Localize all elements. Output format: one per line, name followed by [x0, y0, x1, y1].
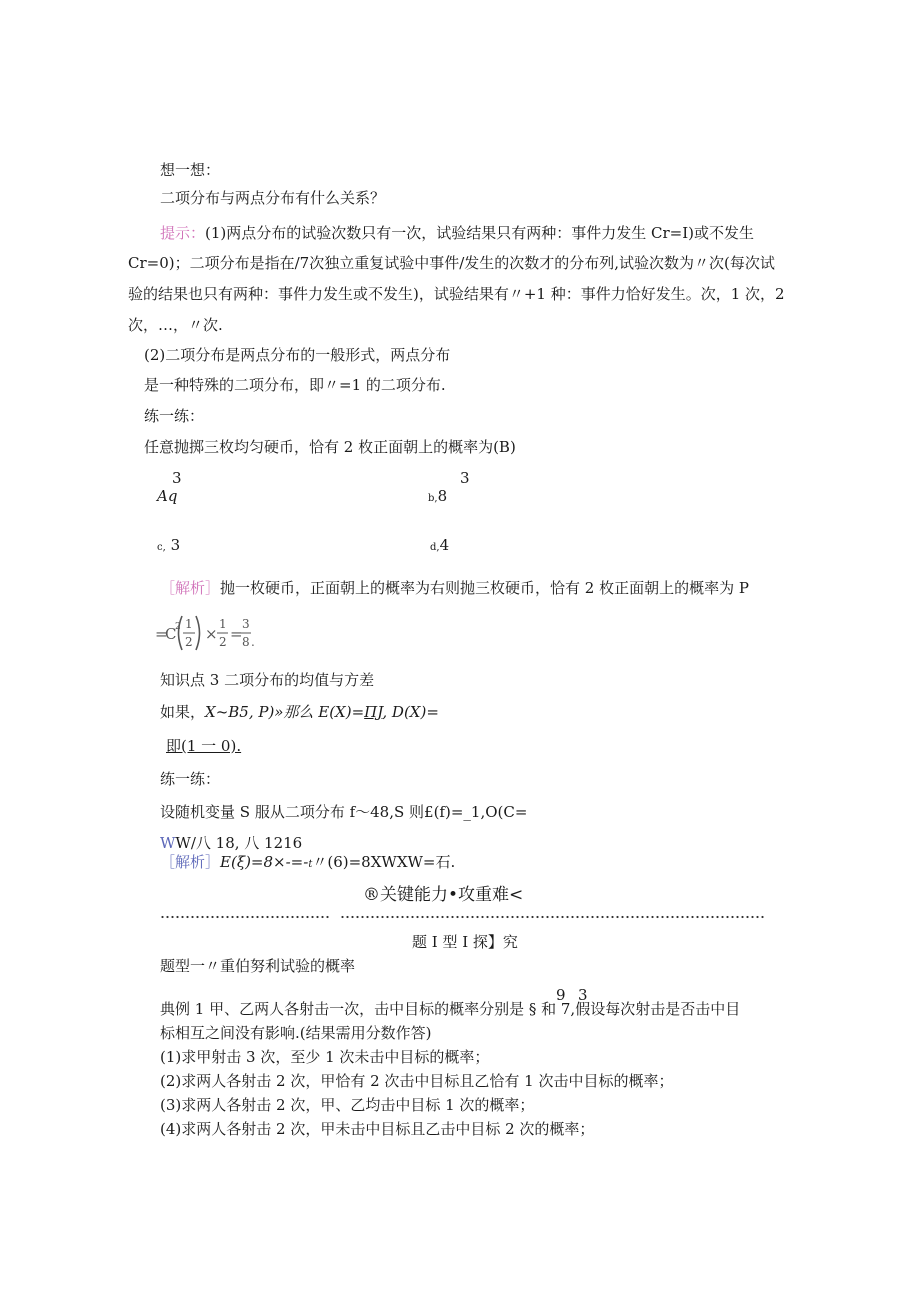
knowledge3-title: 知识点 3 二项分布的均值与方差 [160, 671, 375, 689]
knowledge3-line1 [160, 703, 439, 721]
hint-line-6: 是一种特殊的二项分布，即〃=1 的二项分布. [144, 376, 446, 394]
formula-eq: = [155, 625, 168, 643]
question-2: (2)求两人各射击 2 次，甲恰有 2 次击中目标且乙恰有 1 次击中目标的概率； [160, 1072, 674, 1090]
type1-title: 题型一〃重伯努利试验的概率 [160, 957, 356, 975]
option-a: Aq [157, 487, 178, 505]
option-a-sup: 3 [172, 469, 182, 487]
knowledge3-line1-post: , D(X)= [382, 703, 439, 721]
analysis2-rest: 〃(6)=8XWXW=石. [312, 853, 456, 871]
think-question: 二项分布与两点分布有什么关系？ [160, 189, 386, 207]
formula-times: × [205, 625, 218, 643]
option-b [428, 487, 447, 508]
formula-n2: 1 [219, 617, 227, 631]
section-heading: ®关键能力•攻重难< [363, 885, 524, 905]
question-3: (3)求两人各射击 2 次，甲、乙均击中目标 1 次的概率； [160, 1096, 535, 1114]
knowledge3-line1-underlined: ΠJ [364, 703, 383, 721]
formula-dot: . [251, 635, 255, 649]
question-4: (4)求两人各射击 2 次，甲未击中目标且乙击中目标 2 次的概率； [160, 1120, 595, 1138]
analysis1-label: ［解析］ [160, 579, 221, 597]
practice1-title: 练一练： [144, 407, 205, 425]
hint-line-2: Cr=0)；二项分布是指在/7次独立重复试验中事件/发生的次数才的分布列,试验次数为〃次(每次试 [128, 254, 775, 272]
formula-d2: 2 [219, 635, 227, 649]
hint-line-4: 次，…，〃次. [128, 316, 223, 334]
question-1: (1)求甲射击 3 次，至少 1 次未击中目标的概率； [160, 1048, 490, 1066]
option-c-prefix: c, [157, 542, 166, 553]
dotted-divider-gap [331, 912, 339, 922]
probability-formula [155, 612, 255, 654]
hint-line-1 [160, 224, 754, 242]
formula-sup: 2 [175, 622, 181, 632]
practice2-line2 [160, 834, 302, 852]
example-sup-1: 9 [556, 986, 566, 1004]
practice2-line2-text: W/八 18, 八 1216 [175, 834, 303, 852]
example-sup-2: 3 [578, 986, 588, 1004]
hint-line-5: (2)二项分布是两点分布的一般形式，两点分布 [144, 346, 451, 364]
option-c-value: 3 [170, 536, 181, 554]
option-b-sup: 3 [460, 469, 470, 487]
formula-eq2: = [230, 625, 243, 643]
formula-right-paren [196, 616, 200, 650]
knowledge3-line1-pre: 如果， [160, 703, 206, 721]
formula-d1: 2 [185, 635, 193, 649]
example-line-2: 标相互之间没有影响.(结果需用分数作答) [160, 1024, 432, 1042]
practice2-line2-w: W [160, 834, 176, 852]
dotted-divider [160, 914, 766, 920]
practice1-question: 任意抛掷三枚均匀硬币，恰有 2 枚正面朝上的概率为(B) [144, 438, 516, 456]
practice2-title: 练一练： [160, 770, 221, 788]
hint-text: (1)两点分布的试验次数只有一次，试验结果只有两种：事件力发生 Cr=I)或不发生 [205, 224, 755, 242]
option-c [157, 536, 180, 557]
formula-d3: 8 [242, 635, 250, 649]
option-d-prefix: d, [430, 542, 440, 553]
think-title: 想一想： [160, 161, 221, 179]
hint-line-3: 验的结果也只有两种：事件力发生或不发生)，试验结果有〃+1 种：事件力恰好发生。次，1 次，2 [128, 285, 785, 303]
analysis2-sub: t [308, 859, 313, 870]
option-d [430, 536, 449, 557]
analysis2-label: ［解析］ [160, 853, 221, 871]
analysis1 [160, 579, 749, 597]
practice2-question: 设随机变量 S 服从二项分布 f～48,S 则£(f)=_1,O(C= [160, 803, 528, 821]
hint-label: 提示： [160, 224, 206, 242]
formula-n1: 1 [185, 617, 193, 631]
section-subheading: 题 I 型 I 探】究 [412, 933, 518, 951]
knowledge3-line2: 即(1 一 0). [166, 737, 242, 755]
analysis1-text: 抛一枚硬币，正面朝上的概率为右则抛三枚硬币，恰有 2 枚正面朝上的概率为 P [220, 579, 749, 597]
option-b-value: 8 [437, 487, 448, 505]
analysis2 [160, 853, 455, 874]
option-b-prefix: b, [428, 493, 438, 504]
analysis2-math: E(ξ)=8×-=- [220, 853, 309, 871]
formula-n3: 3 [242, 617, 250, 631]
formula-c: C [165, 625, 177, 643]
knowledge3-line1-math: X~B5, P)»那么 E(X)= [205, 703, 365, 721]
example-line-1: 典例 1 甲、乙两人各射击一次，击中目标的概率分别是 § 和 7,假设每次射击是否击中目 [160, 1000, 741, 1018]
option-d-value: 4 [439, 536, 450, 554]
